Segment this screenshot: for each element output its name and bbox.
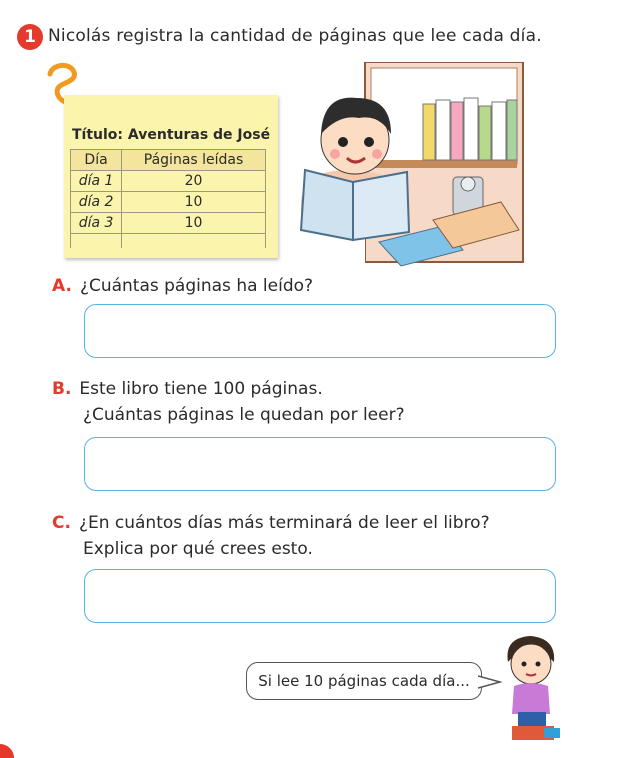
exercise-number-badge: 1 xyxy=(17,24,43,50)
question-c-line2: Explica por qué crees esto. xyxy=(83,539,313,559)
reading-log-note xyxy=(64,95,278,258)
table-row-empty xyxy=(71,234,266,249)
reading-log-table xyxy=(70,149,266,248)
speech-bubble: Si lee 10 páginas cada día... xyxy=(246,662,482,700)
column-header-pages: Páginas leídas xyxy=(122,150,266,171)
day-cell: día 3 xyxy=(71,213,122,234)
pages-cell-empty xyxy=(122,234,266,249)
note-title: Título: Aventuras de José xyxy=(72,127,271,143)
pages-cell: 10 xyxy=(122,192,266,213)
boy-reading-illustration xyxy=(283,62,525,267)
exercise-intro: Nicolás registra la cantidad de páginas que lee cada día. xyxy=(48,26,542,46)
question-b-letter: B. xyxy=(52,379,72,399)
pages-cell: 20 xyxy=(122,171,266,192)
question-c xyxy=(52,510,490,562)
table-row xyxy=(71,171,266,192)
table-row xyxy=(71,192,266,213)
question-b-line2: ¿Cuántas páginas le quedan por leer? xyxy=(83,405,405,425)
answer-box-b[interactable] xyxy=(84,437,556,491)
question-c-letter: C. xyxy=(52,513,71,533)
question-a-letter: A. xyxy=(52,276,72,296)
day-cell: día 1 xyxy=(71,171,122,192)
day-cell: día 2 xyxy=(71,192,122,213)
question-c-line1: ¿En cuántos días más terminará de leer el libro? xyxy=(78,513,490,533)
question-a xyxy=(52,273,313,299)
question-b-line1: Este libro tiene 100 páginas. xyxy=(79,379,323,399)
question-a-text: ¿Cuántas páginas ha leído? xyxy=(79,276,314,296)
table-header-row xyxy=(71,150,266,171)
table-row xyxy=(71,213,266,234)
boy-sitting-illustration xyxy=(494,632,570,742)
pages-cell: 10 xyxy=(122,213,266,234)
answer-box-c[interactable] xyxy=(84,569,556,623)
day-cell-empty xyxy=(71,234,122,249)
question-b xyxy=(52,376,405,428)
column-header-day: Día xyxy=(71,150,122,171)
answer-box-a[interactable] xyxy=(84,304,556,358)
